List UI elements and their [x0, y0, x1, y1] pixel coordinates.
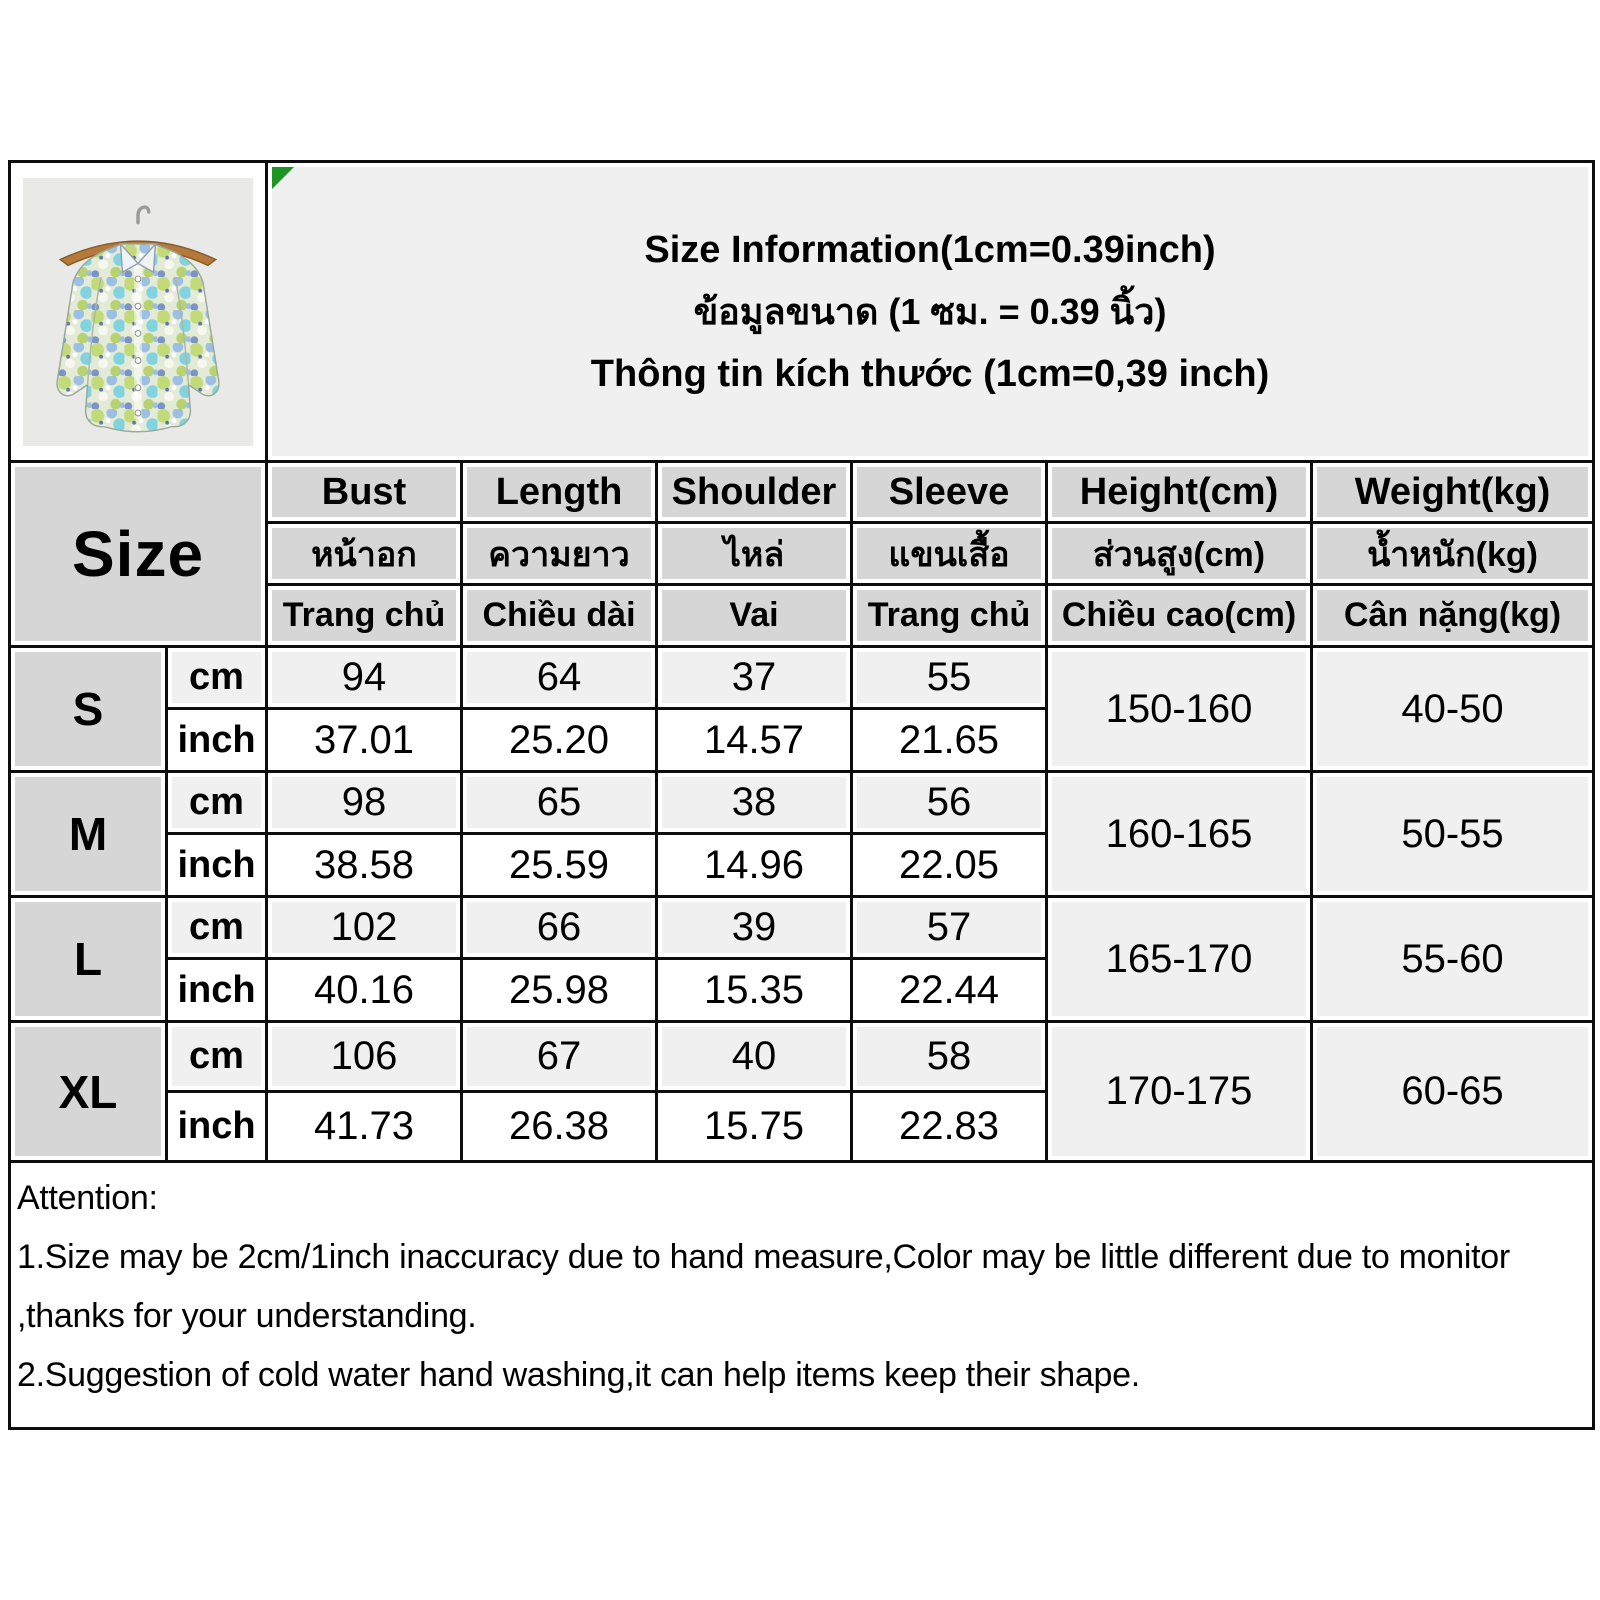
l-shoulder-cm: 39	[657, 897, 852, 959]
xl-shoulder-inch: 15.75	[657, 1092, 852, 1162]
col-header-sleeve-th: แขนเสื้อ	[852, 523, 1047, 585]
title-cell	[267, 162, 1594, 462]
product-photo-cell	[10, 162, 267, 462]
unit-cm-label: cm	[167, 1022, 267, 1092]
unit-cm-label: cm	[167, 647, 267, 709]
attention-line-2: ,thanks for your understanding.	[17, 1297, 477, 1335]
xl-bust-cm: 106	[267, 1022, 462, 1092]
l-length-cm: 66	[462, 897, 657, 959]
size-label-s: S	[10, 647, 167, 772]
table-row	[10, 1022, 1594, 1092]
l-bust-cm: 102	[267, 897, 462, 959]
xl-shoulder-cm: 40	[657, 1022, 852, 1092]
xl-height-range: 170-175	[1047, 1022, 1312, 1162]
xl-weight-range: 60-65	[1312, 1022, 1594, 1162]
l-shoulder-inch: 15.35	[657, 959, 852, 1022]
col-header-weight-vi: Cân nặng(kg)	[1312, 585, 1594, 647]
size-label-l: L	[10, 897, 167, 1022]
size-header: Size	[10, 462, 267, 647]
title-vietnamese: Thông tin kích thước (1cm=0,39 inch)	[590, 352, 1270, 395]
attention-title: Attention:	[17, 1179, 158, 1217]
unit-inch-label: inch	[167, 834, 267, 897]
l-length-inch: 25.98	[462, 959, 657, 1022]
s-sleeve-inch: 21.65	[852, 709, 1047, 772]
unit-inch-label: inch	[167, 959, 267, 1022]
s-length-cm: 64	[462, 647, 657, 709]
col-header-shoulder-en: Shoulder	[657, 462, 852, 523]
m-weight-range: 50-55	[1312, 772, 1594, 897]
attention-line-3: 2.Suggestion of cold water hand washing,it can help items keep their shape.	[17, 1356, 1140, 1394]
m-shoulder-inch: 14.96	[657, 834, 852, 897]
unit-inch-label: inch	[167, 1092, 267, 1162]
m-length-cm: 65	[462, 772, 657, 834]
table-row	[10, 897, 1594, 959]
size-label-xl: XL	[10, 1022, 167, 1162]
m-length-inch: 25.59	[462, 834, 657, 897]
m-bust-cm: 98	[267, 772, 462, 834]
unit-cm-label: cm	[167, 897, 267, 959]
size-table	[8, 160, 1595, 1430]
l-bust-inch: 40.16	[267, 959, 462, 1022]
xl-bust-inch: 41.73	[267, 1092, 462, 1162]
title-english: Size Information(1cm=0.39inch)	[644, 228, 1216, 271]
s-shoulder-inch: 14.57	[657, 709, 852, 772]
col-header-shoulder-vi: Vai	[657, 585, 852, 647]
s-bust-cm: 94	[267, 647, 462, 709]
col-header-shoulder-th: ไหล่	[657, 523, 852, 585]
col-header-height-en: Height(cm)	[1047, 462, 1312, 523]
size-chart-sheet	[8, 160, 1595, 1430]
col-header-sleeve-en: Sleeve	[852, 462, 1047, 523]
col-header-bust-vi: Trang chủ	[267, 585, 462, 647]
col-header-weight-en: Weight(kg)	[1312, 462, 1594, 523]
l-sleeve-inch: 22.44	[852, 959, 1047, 1022]
unit-inch-label: inch	[167, 709, 267, 772]
s-bust-inch: 37.01	[267, 709, 462, 772]
s-height-range: 150-160	[1047, 647, 1312, 772]
product-photo	[23, 178, 253, 446]
table-row	[10, 772, 1594, 834]
col-header-bust-en: Bust	[267, 462, 462, 523]
l-sleeve-cm: 57	[852, 897, 1047, 959]
xl-length-cm: 67	[462, 1022, 657, 1092]
col-header-length-en: Length	[462, 462, 657, 523]
xl-length-inch: 26.38	[462, 1092, 657, 1162]
l-weight-range: 55-60	[1312, 897, 1594, 1022]
col-header-weight-th: น้ำหนัก(kg)	[1312, 523, 1594, 585]
m-shoulder-cm: 38	[657, 772, 852, 834]
s-weight-range: 40-50	[1312, 647, 1594, 772]
title-thai: ข้อมูลขนาด (1 ซม. = 0.39 นิ้ว)	[693, 290, 1167, 332]
l-height-range: 165-170	[1047, 897, 1312, 1022]
attention-note	[10, 1162, 1594, 1429]
xl-sleeve-cm: 58	[852, 1022, 1047, 1092]
s-sleeve-cm: 55	[852, 647, 1047, 709]
m-sleeve-cm: 56	[852, 772, 1047, 834]
table-row	[10, 647, 1594, 709]
floral-shirt-graphic	[57, 244, 219, 432]
m-sleeve-inch: 22.05	[852, 834, 1047, 897]
col-header-length-th: ความยาว	[462, 523, 657, 585]
m-height-range: 160-165	[1047, 772, 1312, 897]
col-header-sleeve-vi: Trang chủ	[852, 585, 1047, 647]
attention-line-1: 1.Size may be 2cm/1inch inaccuracy due to hand measure,Color may be little different due to monitor	[17, 1238, 1510, 1276]
col-header-height-vi: Chiều cao(cm)	[1047, 585, 1312, 647]
col-header-length-vi: Chiều dài	[462, 585, 657, 647]
size-label-m: M	[10, 772, 167, 897]
s-length-inch: 25.20	[462, 709, 657, 772]
xl-sleeve-inch: 22.83	[852, 1092, 1047, 1162]
unit-cm-label: cm	[167, 772, 267, 834]
shirt-on-hanger-graphic	[23, 178, 253, 446]
s-shoulder-cm: 37	[657, 647, 852, 709]
col-header-height-th: ส่วนสูง(cm)	[1047, 523, 1312, 585]
m-bust-inch: 38.58	[267, 834, 462, 897]
green-corner-flag-icon	[272, 167, 294, 189]
col-header-bust-th: หน้าอก	[267, 523, 462, 585]
